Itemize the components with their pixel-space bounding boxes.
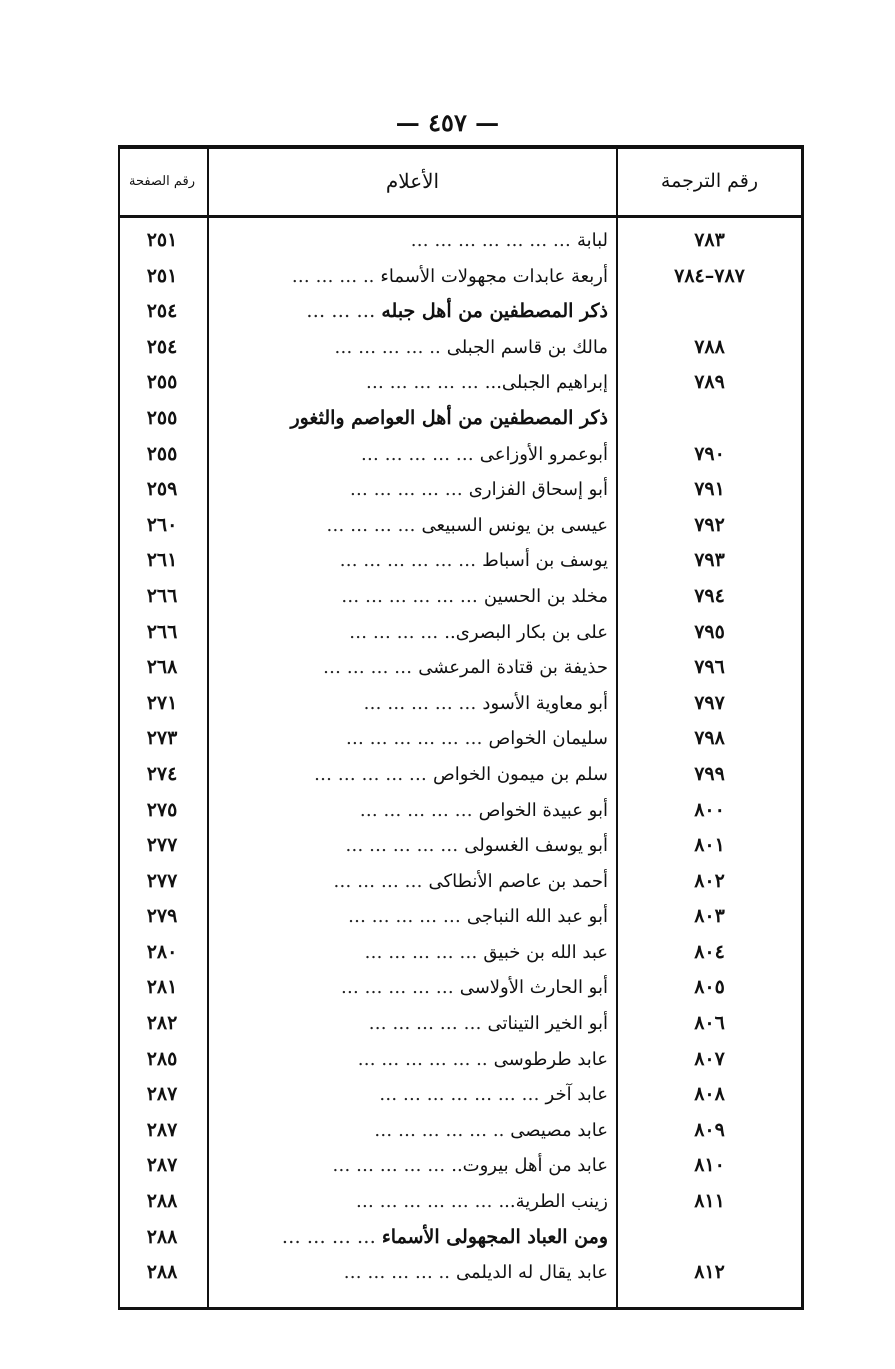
entry-name: لبابة	[576, 230, 608, 251]
translation-number: ٨٠٥	[694, 976, 725, 999]
leader-dots: … … … … …	[340, 977, 454, 999]
table-row	[120, 437, 801, 473]
entry-name-cell	[213, 1184, 608, 1220]
entry-name: أربعة عابدات مجهولات الأسماء	[380, 265, 608, 287]
leader-dots: .. … … … … …	[357, 1048, 488, 1070]
table-row	[120, 365, 801, 401]
translation-number: ٧٩٨	[694, 727, 725, 750]
table-row	[120, 330, 801, 366]
entry-name-cell	[213, 686, 608, 722]
translation-number	[618, 1220, 801, 1256]
translation-number: ٨١٢	[694, 1261, 725, 1284]
table-row	[120, 1255, 801, 1291]
table-row	[120, 223, 801, 259]
page-reference: ٢٨٧	[146, 1154, 178, 1177]
entry-name: أحمد بن عاصم الأنطاكى	[428, 870, 608, 892]
entry-name-cell	[213, 365, 608, 401]
translation-number: ٨٠٤	[694, 940, 725, 963]
table-row	[120, 686, 801, 722]
page-reference: ٢٥٤	[146, 335, 178, 358]
translation-number: ٧٩٧	[694, 691, 725, 714]
translation-number: ٨١٠	[694, 1154, 725, 1177]
page-reference: ٢٥٥	[146, 442, 178, 465]
entry-name-cell	[213, 828, 608, 864]
page-reference: ٢٦٦	[146, 584, 178, 607]
entry-name-cell	[213, 1077, 608, 1113]
leader-dots: … … … … …	[365, 372, 479, 394]
entry-name-cell	[213, 294, 608, 330]
page-reference: ٢٧٣	[146, 727, 178, 750]
leader-dots: … … … … …	[349, 479, 463, 501]
table-row	[120, 970, 801, 1006]
table-row	[120, 650, 801, 686]
translation-number: ٧٨٩	[694, 371, 725, 394]
translation-number: ٨٠٢	[694, 869, 725, 892]
leader-dots: … … … … … …	[355, 1191, 493, 1213]
translation-number	[618, 294, 801, 330]
entry-name: أبو إسحاق الفزارى	[468, 479, 608, 501]
entry-name: ذكر المصطفين من أهل العواصم والثغور	[290, 406, 608, 429]
leader-dots: … … … …	[323, 657, 413, 679]
translation-number: ٧٩٩	[694, 762, 725, 785]
table-row	[120, 757, 801, 793]
entry-name-cell	[213, 508, 608, 544]
page-number: — ٤٥٧ —	[395, 108, 500, 137]
entry-name-cell	[213, 864, 608, 900]
entry-name: أبو عبد الله النباجى	[466, 906, 608, 928]
page-reference: ٢٨٨	[146, 1225, 178, 1248]
header-separator	[120, 215, 801, 218]
translation-number: ٨٠٩	[694, 1118, 725, 1141]
page-reference: ٢٥١	[146, 264, 178, 287]
header-translation-number: رقم الترجمة	[660, 170, 759, 192]
leader-dots: … … … … …	[360, 443, 474, 465]
table-row	[120, 1077, 801, 1113]
entry-name: أبو الخير التيناتى	[487, 1013, 608, 1035]
entry-name-cell	[213, 899, 608, 935]
page-reference: ٢٥٥	[146, 406, 178, 429]
translation-number: ٧٩٦	[694, 656, 725, 679]
translation-number: ٨٠٣	[694, 905, 725, 928]
entry-name-cell	[213, 721, 608, 757]
page-reference: ٢٦٨	[146, 656, 178, 679]
table-row	[120, 1113, 801, 1149]
leader-dots: … … … … … …	[341, 585, 478, 607]
table-row	[120, 579, 801, 615]
table-row	[120, 1042, 801, 1078]
entry-name: مخلد بن الحسين	[483, 585, 608, 607]
entry-name: عابد طرطوسى	[493, 1048, 608, 1070]
page-reference: ٢٨٠	[146, 940, 178, 963]
entry-name: أبو الحارث الأولاسى	[459, 977, 608, 999]
leader-dots: … … … … … … …	[379, 1084, 540, 1106]
entry-name: مالك بن قاسم الجبلى	[446, 336, 608, 358]
table-row	[120, 1148, 801, 1184]
entry-name: أبو يوسف الغسولى	[464, 835, 608, 857]
entry-name-cell	[213, 615, 608, 651]
page-reference: ٢٧٩	[146, 905, 178, 928]
entry-name-cell	[213, 259, 608, 295]
page-reference: ٢٧٧	[146, 869, 178, 892]
page-reference: ٢٦٠	[146, 513, 178, 536]
table-row	[120, 864, 801, 900]
page-reference: ٢٥٤	[146, 300, 178, 323]
page-reference: ٢٦٦	[146, 620, 178, 643]
entry-name: ومن العباد المجهولى الأسماء	[381, 1225, 608, 1248]
table-row	[120, 828, 801, 864]
translation-number: ٨٠٠	[694, 798, 725, 821]
leader-dots: … … … … … … …	[410, 230, 571, 251]
entry-name-cell	[213, 330, 608, 366]
translation-number: ٧٨٣	[694, 229, 725, 251]
entry-name: أبوعمرو الأوزاعى	[479, 443, 608, 465]
leader-dots: … … … … …	[359, 799, 473, 821]
leader-dots: .. … … … …	[334, 336, 441, 358]
translation-number: ٧٩٤	[694, 584, 725, 607]
index-table	[118, 145, 804, 1310]
table-row	[120, 259, 801, 295]
table-row	[120, 899, 801, 935]
entry-name-cell	[213, 1220, 608, 1256]
translation-number: ٨٠٦	[694, 1012, 725, 1035]
table-row	[120, 401, 801, 437]
entry-name: ذكر المصطفين من أهل جبله	[381, 300, 608, 323]
page-reference: ٢٧٥	[146, 798, 178, 821]
page-reference: ٢٧٧	[146, 834, 178, 857]
entry-name-cell	[213, 472, 608, 508]
table-row	[120, 721, 801, 757]
table-row	[120, 294, 801, 330]
header-names: الأعلام	[385, 169, 440, 193]
translation-number: ٧٨٨	[694, 335, 725, 358]
table-row	[120, 1220, 801, 1256]
page-reference: ٢٨٨	[146, 1261, 178, 1284]
entry-name: إبراهيم الجبلى...	[484, 372, 608, 394]
entry-name-cell	[213, 579, 608, 615]
page-reference: ٢٥٥	[146, 371, 178, 394]
leader-dots: … … … … …	[314, 763, 427, 785]
page-reference: ٢٧١	[146, 691, 178, 714]
leader-dots: … … …	[306, 300, 376, 323]
page-reference: ٢٨٧	[146, 1083, 178, 1106]
entry-name-cell	[213, 935, 608, 971]
entry-name: أبو معاوية الأسود	[482, 692, 608, 714]
page-reference: ٢٨٨	[146, 1190, 178, 1213]
entry-name: سليمان الخواص	[488, 728, 608, 750]
entry-name: أبو عبيدة الخواص	[478, 799, 608, 821]
entry-name-cell	[213, 401, 608, 437]
entry-name: على بن بكار البصرى..	[444, 621, 608, 643]
entry-name-cell	[213, 1113, 608, 1149]
translation-number: ٨٠٨	[694, 1083, 725, 1106]
translation-number: ٨٠٧	[694, 1047, 725, 1070]
translation-number: ٧٩٥	[694, 620, 725, 643]
page-reference: ٢٨٥	[146, 1047, 178, 1070]
leader-dots: … … … … … …	[339, 550, 477, 572]
entry-name-cell	[213, 757, 608, 793]
leader-dots: … … … … …	[345, 835, 459, 857]
entry-name-cell	[213, 437, 608, 473]
leader-dots: … … … … …	[364, 941, 478, 963]
translation-number: ٧٨٧–٧٨٤	[674, 264, 745, 287]
entry-name: عابد مصيصى	[510, 1119, 608, 1141]
table-row	[120, 1006, 801, 1042]
leader-dots: .. … … … …	[343, 1262, 451, 1284]
table-row	[120, 472, 801, 508]
leader-dots: … … … …	[326, 514, 416, 536]
leader-dots: … … … … …	[368, 1013, 482, 1035]
translation-number: ٧٩٠	[694, 442, 725, 465]
leader-dots: … … … … …	[347, 906, 461, 928]
table-row	[120, 508, 801, 544]
entry-name: زينب الطرية...	[498, 1191, 608, 1213]
translation-number: ٨١١	[694, 1190, 725, 1213]
entry-name-cell	[213, 650, 608, 686]
leader-dots: .. … … …	[291, 265, 375, 287]
entry-name-cell	[213, 970, 608, 1006]
entry-name: عيسى بن يونس السبيعى	[421, 514, 608, 536]
translation-number: ٨٠١	[694, 834, 725, 857]
page-reference: ٢٨٢	[146, 1012, 178, 1035]
entry-name-cell	[213, 1255, 608, 1291]
header-page-number: رقم الصفحة	[128, 173, 196, 189]
table-row	[120, 935, 801, 971]
leader-dots: … … … … …	[332, 1155, 446, 1177]
entry-name: يوسف بن أسباط	[482, 550, 608, 572]
table-row	[120, 793, 801, 829]
entry-name-cell	[213, 543, 608, 579]
leader-dots: … … … …	[281, 1225, 376, 1248]
entry-name-cell	[213, 1148, 608, 1184]
entry-name-cell	[213, 1006, 608, 1042]
table-row	[120, 1184, 801, 1220]
leader-dots: .. … … … … …	[374, 1119, 505, 1141]
translation-number: ٧٩١	[694, 478, 725, 501]
leader-dots: … … … …	[349, 621, 439, 643]
table-row	[120, 543, 801, 579]
translation-number	[618, 401, 801, 437]
table-row	[120, 615, 801, 651]
page-reference: ٢٨١	[146, 976, 178, 999]
entry-name: عابد من أهل بيروت..	[451, 1155, 608, 1177]
entry-name-cell	[213, 1042, 608, 1078]
leader-dots: … … … … … …	[345, 728, 483, 750]
entry-name-cell	[213, 223, 608, 259]
entry-name: عبد الله بن خبيق	[483, 941, 608, 963]
page-reference: ٢٦١	[146, 549, 178, 572]
entry-name: حذيفة بن قتادة المرعشى	[418, 657, 608, 679]
entry-name: سلم بن ميمون الخواص	[432, 763, 608, 785]
page-reference: ٢٧٤	[146, 762, 178, 785]
entry-name: عابد آخر	[545, 1084, 608, 1106]
page-reference: ٢٥١	[146, 229, 178, 251]
translation-number: ٧٩٢	[694, 513, 725, 536]
table-body	[120, 223, 801, 1291]
page-reference: ٢٥٩	[146, 478, 178, 501]
entry-name: عابد يقال له الديلمى	[456, 1262, 608, 1284]
leader-dots: … … … … …	[363, 692, 477, 714]
translation-number: ٧٩٣	[694, 549, 725, 572]
page-reference: ٢٨٧	[146, 1118, 178, 1141]
entry-name-cell	[213, 793, 608, 829]
leader-dots: … … … …	[333, 870, 423, 892]
